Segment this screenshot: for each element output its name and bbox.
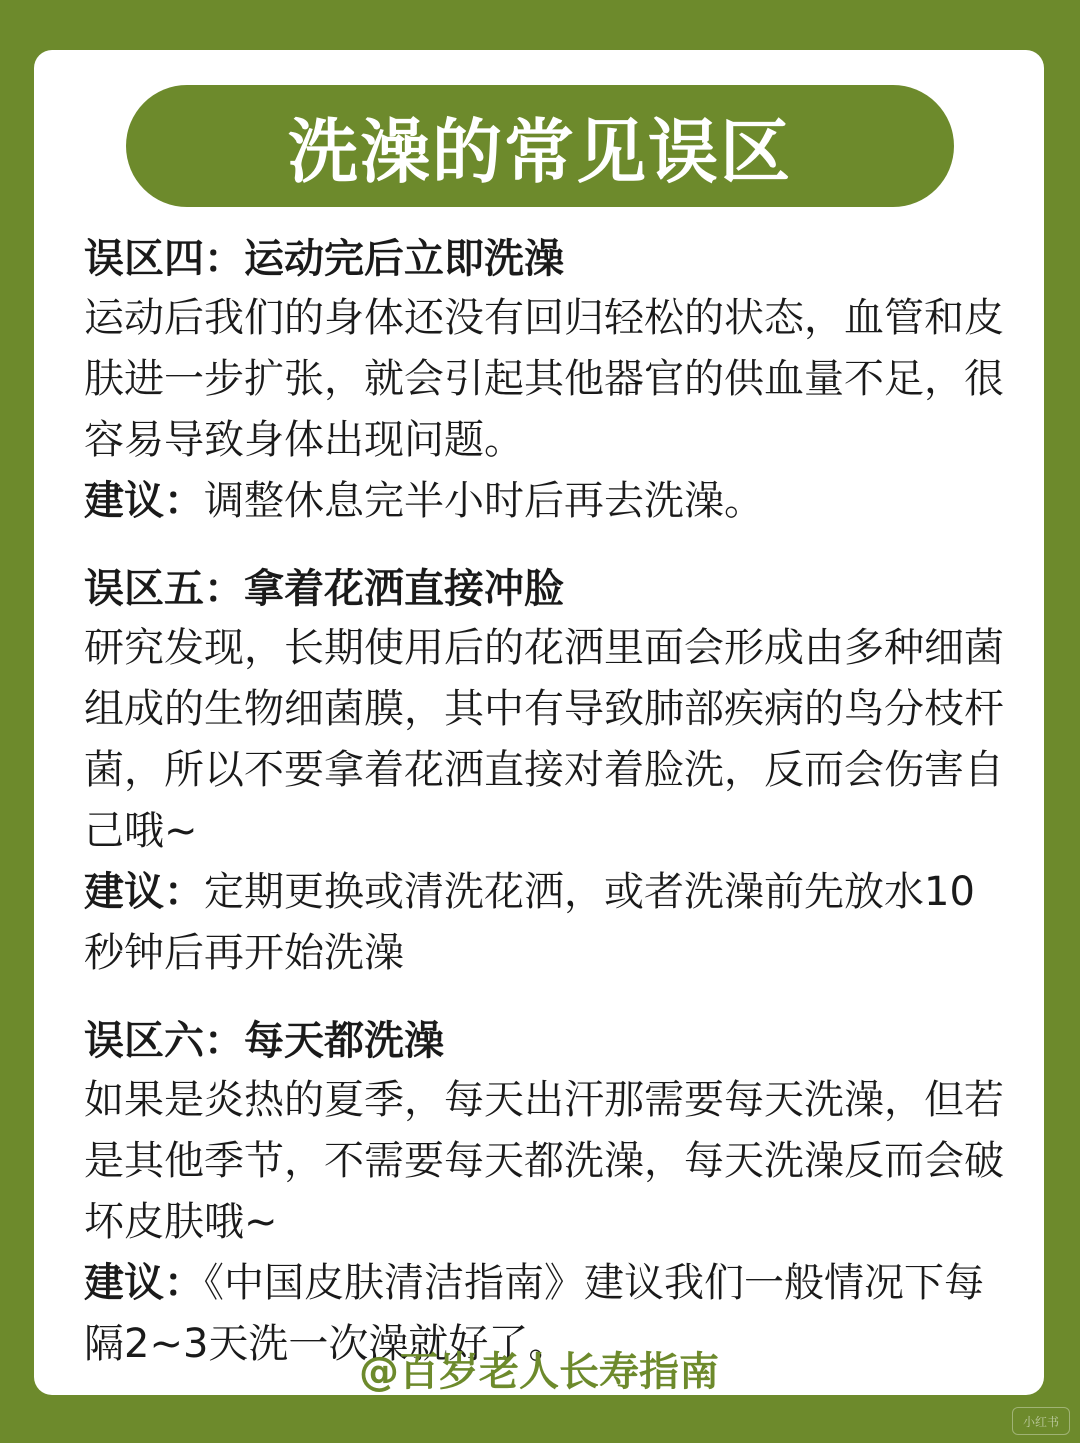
page-title: 洗澡的常见误区 xyxy=(288,110,792,193)
section-heading: 误区六：每天都洗澡 xyxy=(84,1018,444,1064)
section-heading: 误区四：运动完后立即洗澡 xyxy=(84,236,564,282)
suggestion-text: 调整休息完半小时后再去洗澡。 xyxy=(204,478,764,524)
title-banner xyxy=(126,85,954,207)
suggestion-text: 定期更换或清洗花洒，或者洗澡前先放水10秒钟后再开始洗澡 xyxy=(84,869,975,976)
section-body: 运动后我们的身体还没有回归轻松的状态，血管和皮肤进一步扩张，就会引起其他器官的供血量不足，很容易导致身体出现问题。 xyxy=(84,295,1004,463)
article-body xyxy=(84,230,1014,1403)
suggestion-label: 建议： xyxy=(84,478,204,524)
section-body: 如果是炎热的夏季，每天出汗那需要每天洗澡，但若是其他季节，不需要每天都洗澡，每天洗澡反而会破坏皮肤哦~ xyxy=(84,1077,1004,1245)
author-handle: @百岁老人长寿指南 xyxy=(359,1349,719,1395)
platform-watermark: 小红书 xyxy=(1012,1407,1070,1435)
section-mistake-5 xyxy=(84,560,1014,984)
section-mistake-4 xyxy=(84,230,1014,532)
suggestion xyxy=(84,471,1014,532)
section-heading: 误区五：拿着花洒直接冲脸 xyxy=(84,566,564,612)
suggestion-label: 建议： xyxy=(84,869,204,915)
suggestion xyxy=(84,862,1014,984)
suggestion-label: 建议： xyxy=(84,1260,204,1306)
section-mistake-6 xyxy=(84,1012,1014,1375)
suggestion-text: 《中国皮肤清洁指南》建议我们一般情况下每隔2~3天洗一次澡就好了。 xyxy=(84,1260,984,1367)
section-body: 研究发现，长期使用后的花洒里面会形成由多种细菌组成的生物细菌膜，其中有导致肺部疾病的鸟分枝杆菌，所以不要拿着花洒直接对着脸洗，反而会伤害自己哦~ xyxy=(84,625,1004,854)
content-card xyxy=(34,50,1044,1395)
